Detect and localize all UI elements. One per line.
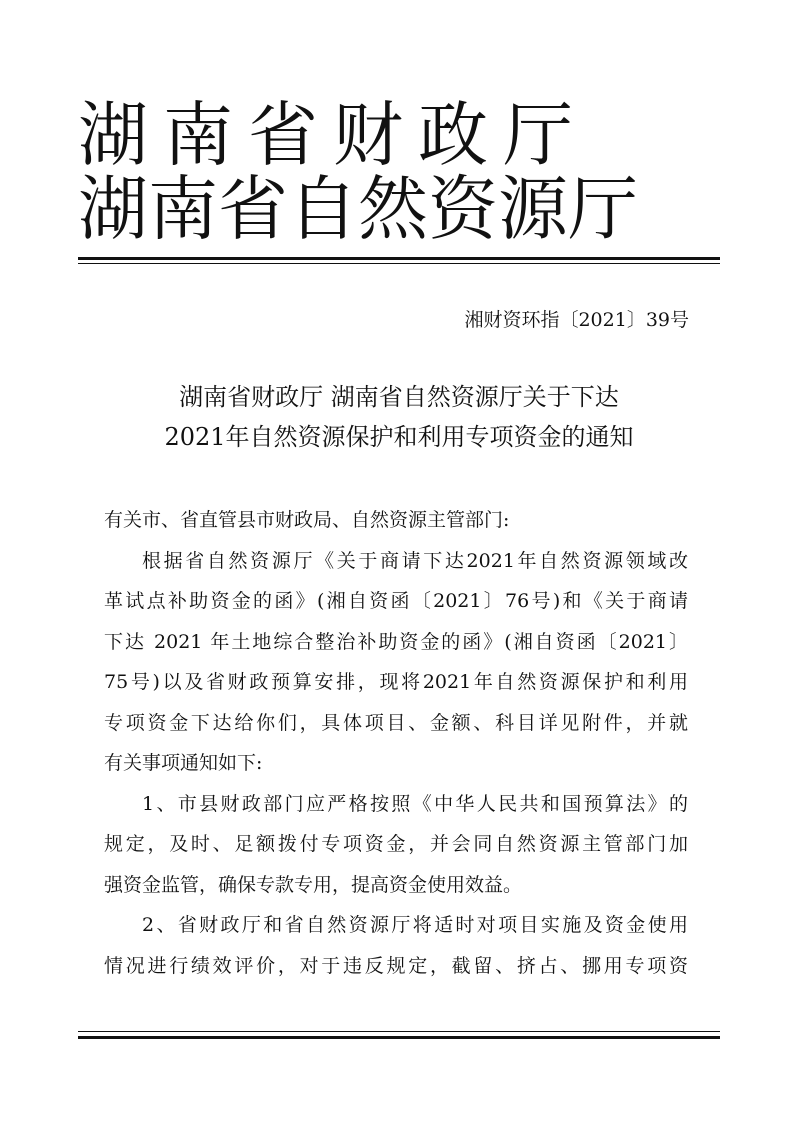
item-1-line: 规定，及时、足额拨付专项资金，并会同自然资源主管部门加 bbox=[104, 833, 688, 855]
paragraph-line: 下达 2021 年土地综合整治补助资金的函》(湘自资函〔2021〕 bbox=[104, 630, 688, 653]
document-body bbox=[104, 500, 688, 986]
paragraph-line: 根据省自然资源厅《关于商请下达2021年自然资源领域改 bbox=[142, 549, 688, 572]
subject-title-line-1: 湖南省财政厅 湖南省自然资源厅关于下达 bbox=[179, 383, 619, 411]
footer-divider-thick bbox=[78, 1036, 720, 1039]
issuer-title-finance: 湖南省财政厅 bbox=[78, 94, 588, 176]
document-number: 湘财资环指〔2021〕39号 bbox=[464, 309, 689, 331]
subject-title-line-2: 2021年自然资源保护和利用专项资金的通知 bbox=[164, 423, 634, 451]
paragraph-line: 专项资金下达给你们，具体项目、金额、科目详见附件，并就 bbox=[104, 711, 688, 734]
item-1-line: 强资金监管，确保专款专用，提高资金使用效益。 bbox=[104, 873, 523, 896]
paragraph-line: 75号)以及省财政预算安排，现将2021年自然资源保护和利用 bbox=[104, 671, 688, 693]
paragraph-line: 有关事项通知如下: bbox=[104, 752, 263, 774]
issuer-title-natural-resources: 湖南省自然资源厅 bbox=[78, 168, 638, 250]
item-1-line: 1、市县财政部门应严格按照《中华人民共和国预算法》的 bbox=[142, 792, 688, 815]
paragraph-line: 革试点补助资金的函》(湘自资函〔2021〕76号)和《关于商请 bbox=[104, 590, 688, 612]
item-2-line: 情况进行绩效评价，对于违反规定，截留、挤占、挪用专项资 bbox=[104, 954, 688, 977]
header-divider-thin bbox=[78, 263, 720, 264]
header-divider-thick bbox=[78, 257, 720, 260]
footer-divider-thin bbox=[78, 1031, 720, 1032]
salutation: 有关市、省直管县市财政局、自然资源主管部门: bbox=[104, 509, 510, 531]
item-2-line: 2、省财政厅和省自然资源厅将适时对项目实施及资金使用 bbox=[142, 914, 688, 936]
